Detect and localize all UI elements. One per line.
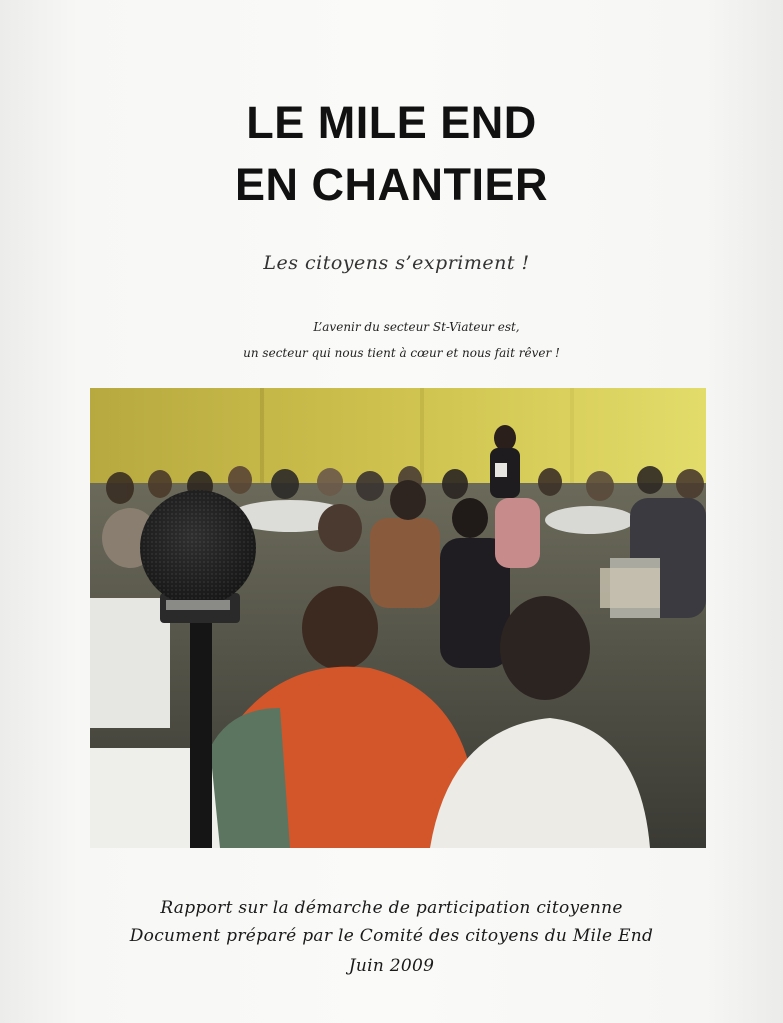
cover-photo — [90, 388, 706, 848]
footer-line-1: Rapport sur la démarche de participation citoyenne — [160, 898, 623, 918]
tagline-line-2: un secteur qui nous tient à cœur et nous fait rêver ! — [243, 346, 560, 360]
title-line-1: LE MILE END — [246, 97, 537, 148]
tagline-line-1: L’avenir du secteur St-Viateur est, — [313, 320, 520, 334]
subtitle: Les citoyens s’expriment ! — [263, 252, 530, 274]
footer-line-2: Document préparé par le Comité des citoyens du Mile End — [129, 926, 654, 946]
title-line-2: EN CHANTIER — [234, 159, 548, 210]
footer-line-3: Juin 2009 — [348, 956, 435, 976]
meeting-photo-illustration — [90, 388, 706, 848]
